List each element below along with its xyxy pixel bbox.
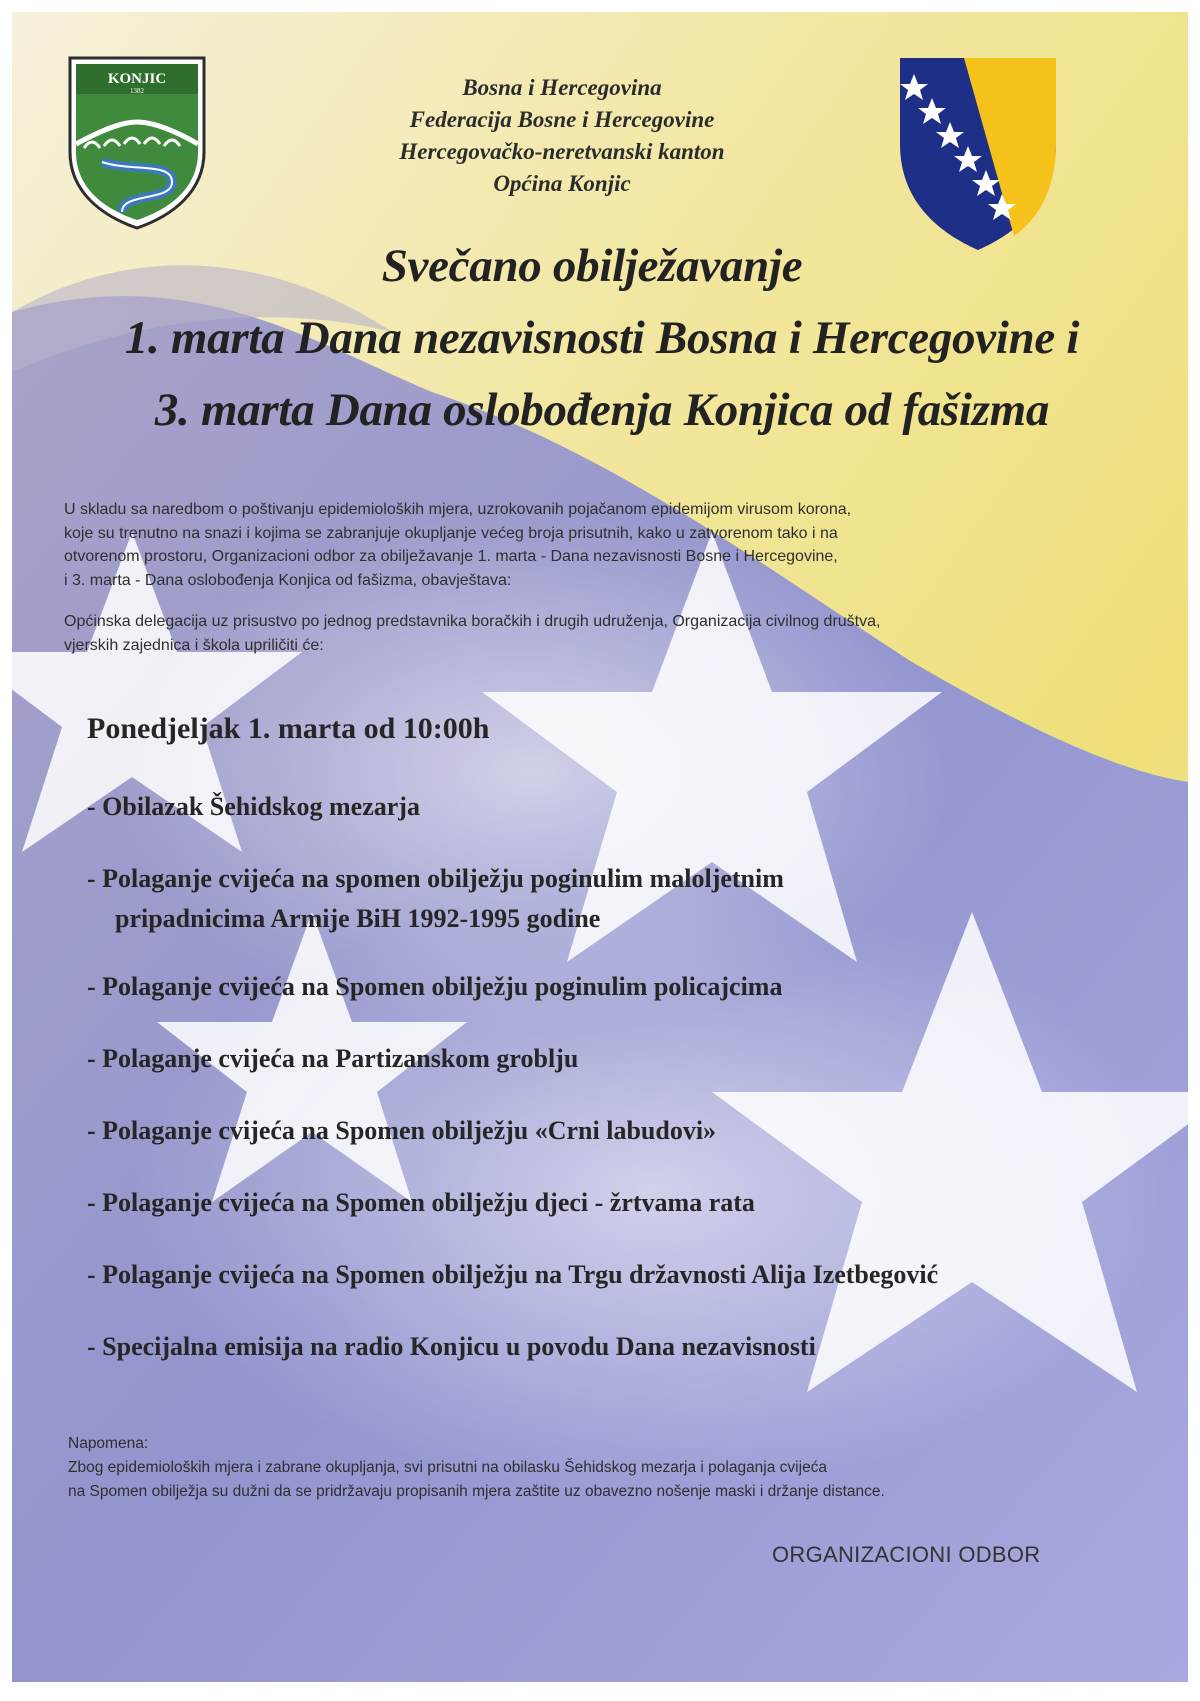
intro-paragraph-1	[64, 498, 1164, 592]
header-line-country: Bosna i Hercegovina	[462, 75, 662, 100]
intro-line: koje su trenutno na snazi i kojima se zabranjuje okupljanje većeg broja prisutnih, kako u zatvorenom tako i na	[64, 524, 838, 542]
note-label: Napomena:	[68, 1435, 149, 1452]
intro-line: Općinska delegacija uz prisustvo po jednog predstavnika boračkih i drugih udruženja, Organizacija civilnog društva,	[64, 613, 881, 630]
note-line: na Spomen obilježja su dužni da se pridržavaju propisanih mjera zaštite uz obavezno nošenje maski i držanje distance.	[68, 1483, 885, 1500]
intro-line: otvorenom prostoru, Organizacioni odbor za obilježavanje 1. marta - Dana nezavisnosti Bosne i Hercegovine,	[64, 548, 838, 565]
bih-coat-of-arms	[894, 54, 1062, 254]
schedule-item	[87, 859, 784, 939]
konjic-coat-of-arms	[62, 52, 212, 232]
schedule-item-line: pripadnicima Armije BiH 1992-1995 godine	[115, 904, 601, 933]
intro-text	[64, 498, 1164, 675]
header-line-municipality: Općina Konjic	[493, 171, 631, 196]
poster-title	[32, 230, 1172, 446]
schedule-item: - Obilazak Šehidskog mezarja	[87, 792, 420, 821]
schedule-date: Ponedjeljak 1. marta od 10:00h	[87, 712, 490, 745]
schedule-item: - Polaganje cvijeća na Spomen obilježju na Trgu državnosti Alija Izetbegović	[87, 1260, 939, 1289]
poster	[12, 12, 1188, 1682]
schedule-item-line: - Polaganje cvijeća na spomen obilježju poginulim maloljetnim	[87, 864, 784, 893]
schedule-item: - Specijalna emisija na radio Konjicu u povodu Dana nezavisnosti	[87, 1332, 816, 1361]
coat-of-arms-year: 1382	[130, 87, 144, 95]
title-line-3: 3. marta Dana oslobođenja Konjica od fašizma	[154, 384, 1050, 436]
note-line: Zbog epidemioloških mjera i zabrane okupljanja, svi prisutni na obilasku Šehidskog mezarja i polaganja cvijeća	[68, 1459, 828, 1476]
schedule-item: - Polaganje cvijeća na Spomen obilježju poginulim policajcima	[87, 972, 783, 1001]
title-line-1: Svečano obilježavanje	[381, 240, 803, 292]
intro-line: i 3. marta - Dana oslobođenja Konjica od fašizma, obavještava:	[64, 571, 512, 589]
header-line-canton: Hercegovačko-neretvanski kanton	[399, 139, 725, 164]
header-line-federation: Federacija Bosne i Hercegovine	[409, 107, 715, 132]
institution-header	[332, 72, 792, 200]
coat-of-arms-text: KONJIC	[107, 71, 167, 87]
schedule-item: - Polaganje cvijeća na Spomen obilježju djeci - žrtvama rata	[87, 1188, 755, 1217]
note	[68, 1432, 1168, 1504]
intro-paragraph-2	[64, 610, 1164, 657]
schedule-item: - Polaganje cvijeća na Partizanskom groblju	[87, 1044, 579, 1073]
intro-line: U skladu sa naredbom o poštivanju epidemioloških mjera, uzrokovanih pojačanom epidemijom virusom korona,	[64, 501, 852, 518]
schedule-item: - Polaganje cvijeća na Spomen obilježju «Crni labudovi»	[87, 1116, 717, 1145]
signature: ORGANIZACIONI ODBOR	[772, 1542, 1041, 1567]
intro-line: vjerskih zajednica i škola upriličiti će:	[64, 636, 324, 654]
title-line-2: 1. marta Dana nezavisnosti Bosna i Hercegovine i	[124, 312, 1080, 364]
